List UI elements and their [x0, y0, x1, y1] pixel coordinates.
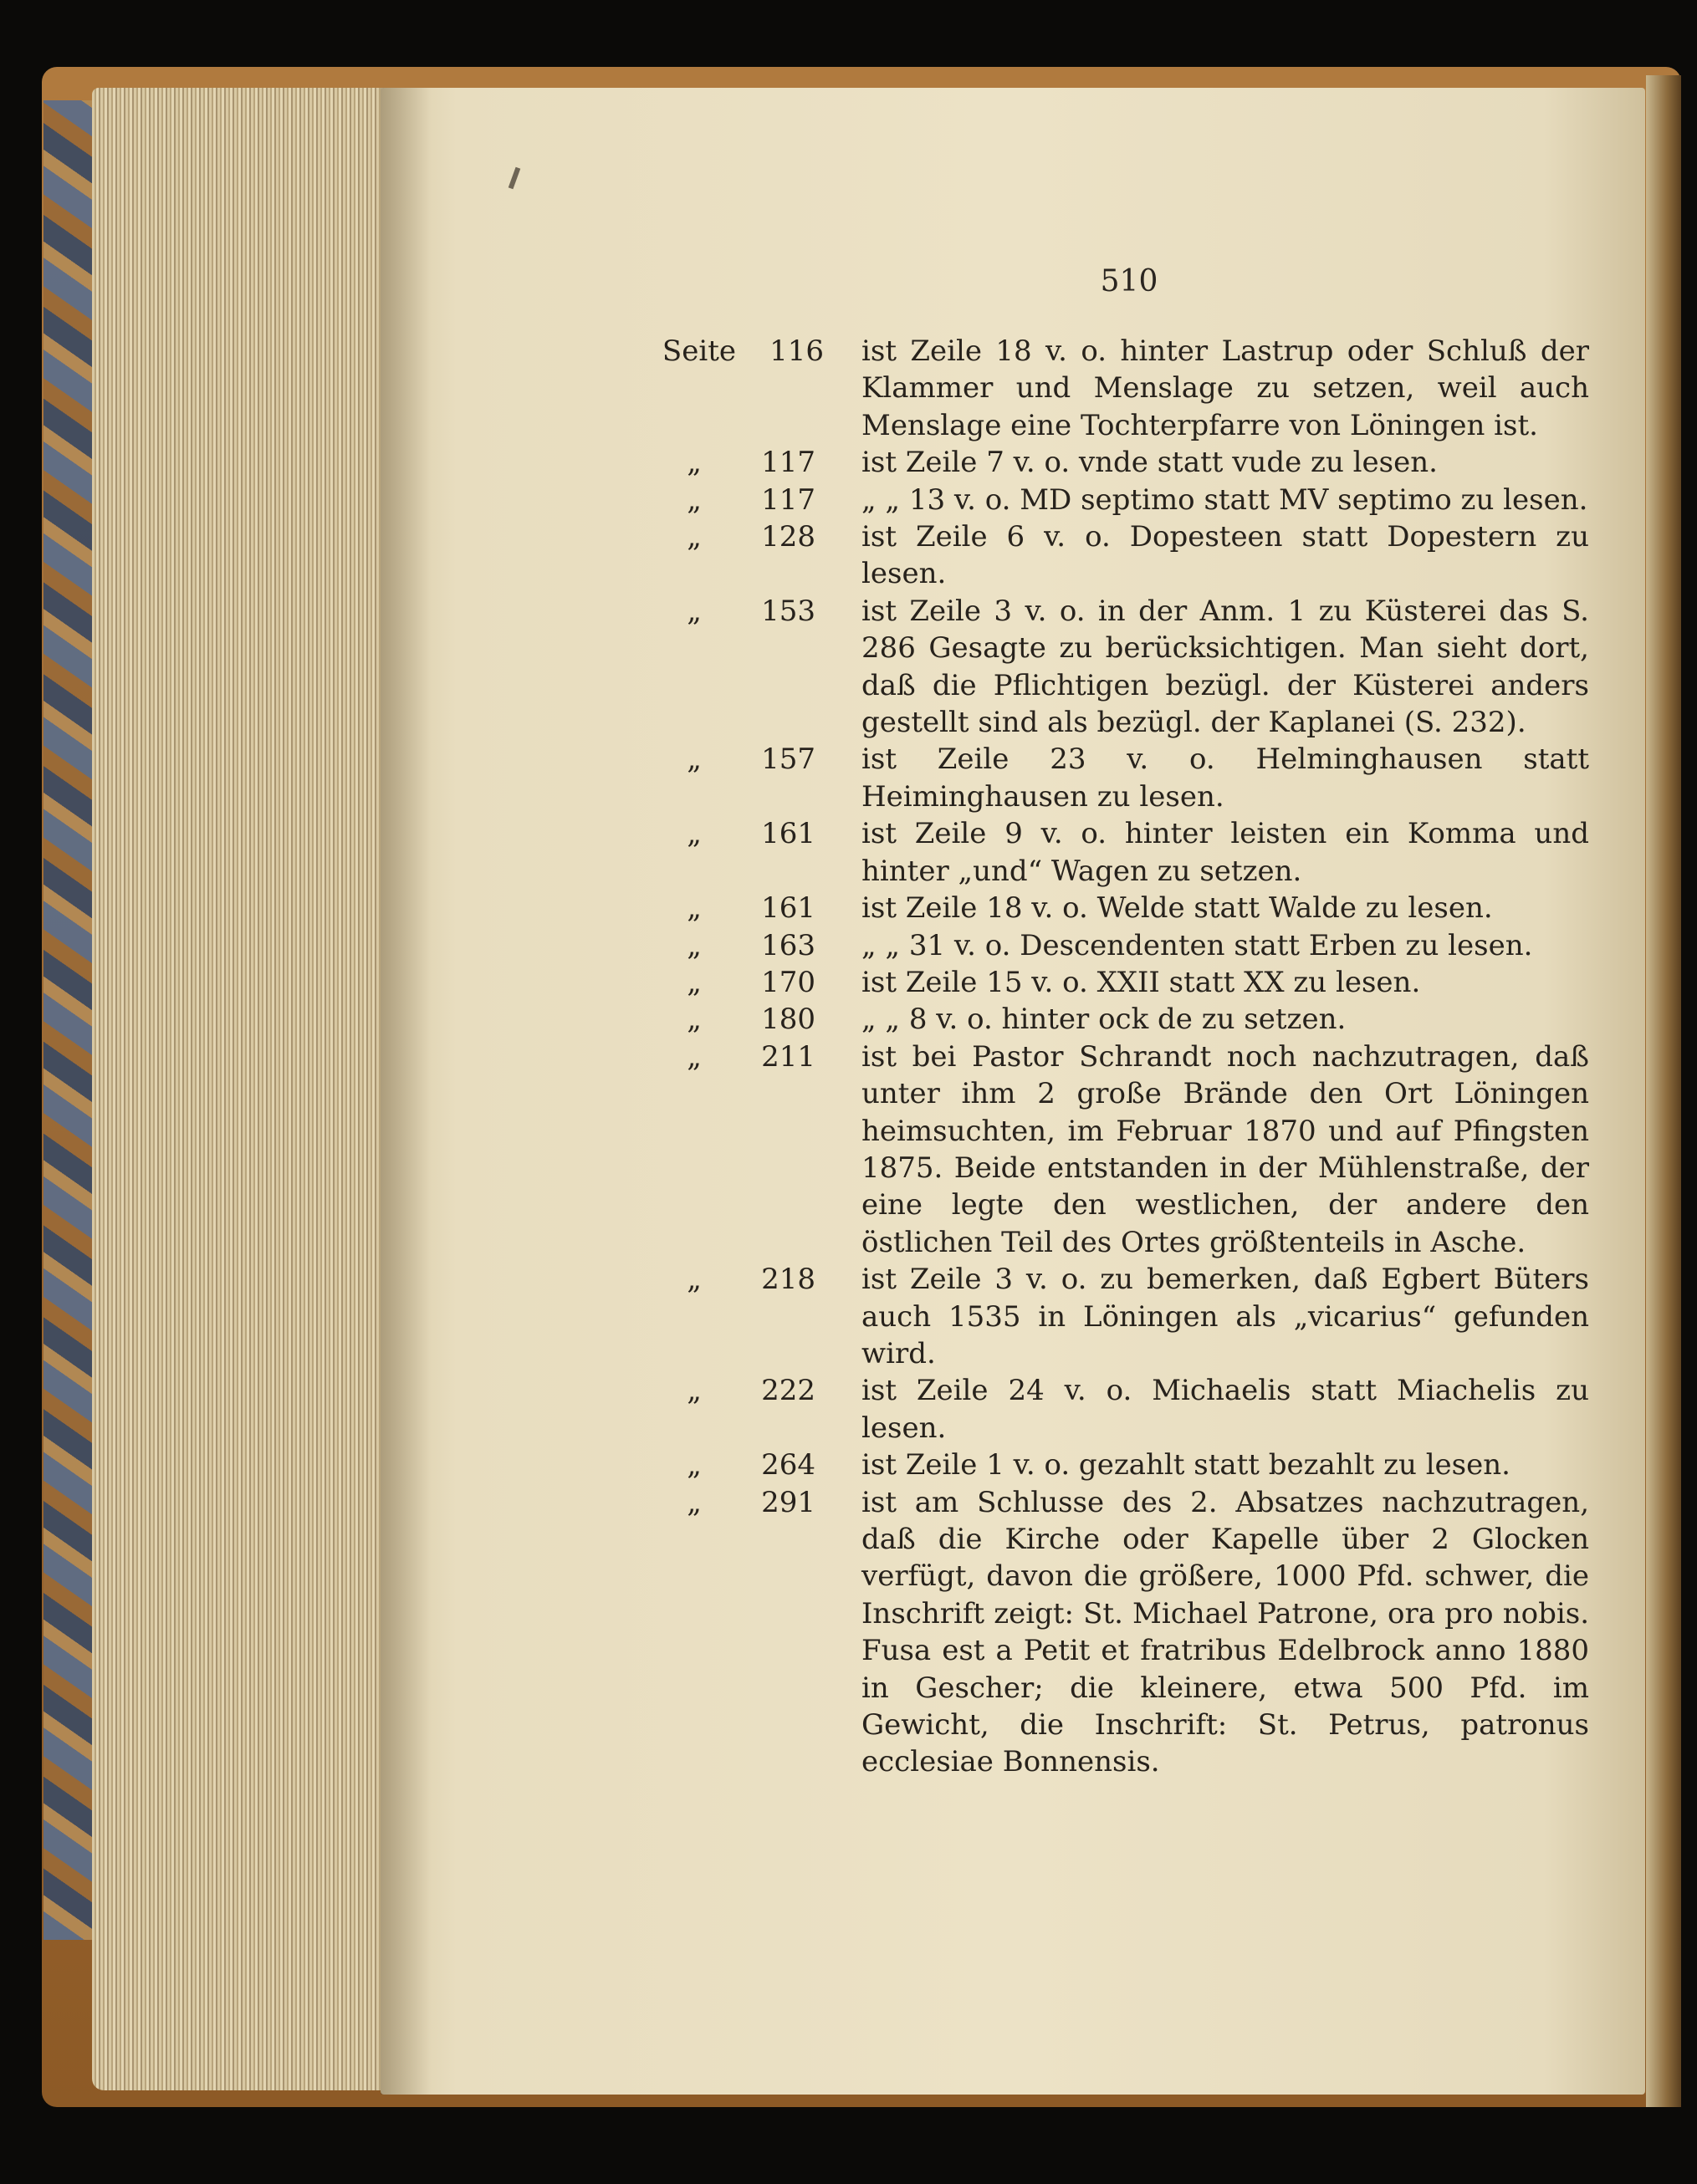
entry-label: „ [687, 1374, 702, 1408]
entry-label: „ [687, 742, 702, 777]
entry-page: 222 [761, 1374, 815, 1408]
entry-page: 291 [761, 1485, 815, 1519]
errata-entry [652, 1261, 1589, 1372]
entry-page: 128 [761, 520, 815, 554]
entry-reference [652, 741, 845, 815]
entry-reference [652, 1484, 845, 1781]
errata-entry [652, 815, 1589, 890]
entry-page: 161 [761, 817, 815, 851]
entry-label: „ [687, 1485, 702, 1519]
entry-reference [652, 1447, 845, 1483]
entry-label: „ [687, 1448, 702, 1482]
entry-text: „ „ 13 v. o. MD septimo statt MV septimo zu lesen. [861, 482, 1588, 517]
entry-reference [652, 518, 845, 593]
entry-text: ist Zeile 7 v. o. vnde statt vude zu lesen. [861, 446, 1438, 480]
entry-label: „ [687, 594, 702, 628]
entry-text: ist Zeile 3 v. o. in der Anm. 1 zu Küsterei das S. 286 Gesagte zu berücksichtigen. Man sieht dort, daß die Pflichtigen bezügl. der Küsterei anders gestellt sind als bezügl. der Kaplanei (S. 232). [861, 594, 1589, 740]
errata-entry [652, 890, 1589, 926]
errata-list [652, 333, 1589, 1781]
entry-page: 157 [761, 742, 815, 777]
errata-entry [652, 593, 1589, 742]
entry-reference [652, 1038, 845, 1261]
entry-page: 211 [761, 1039, 815, 1074]
entry-label: „ [687, 1003, 702, 1037]
entry-reference [652, 444, 845, 481]
entry-page: 170 [761, 965, 815, 999]
entry-page: 117 [761, 482, 815, 517]
entry-reference [652, 1261, 845, 1372]
book-gutter [1646, 75, 1681, 2107]
entry-text: ist Zeile 3 v. o. zu bemerken, daß Egbert Büters auch 1535 in Löningen als „vicarius“ gefunden wird. [861, 1263, 1589, 1370]
errata-entry [652, 1372, 1589, 1447]
entry-text: ist am Schlusse des 2. Absatzes nachzutragen, daß die Kirche oder Kapelle über 2 Glocken verfügt, davon die größere, 1000 Pfd. schwer, die Inschrift zeigt: St. Michael Patrone, ora pro nobis. Fusa est a Petit et fratribus Edelbrock anno 1880 in Gescher; die kleinere, etwa 500 Pfd. im Gewicht, die Inschrift: St. Petrus, patronus ecclesiae Bonnensis. [861, 1485, 1589, 1779]
entry-label: „ [687, 1039, 702, 1074]
errata-entry [652, 333, 1589, 444]
entry-label: „ [687, 520, 702, 554]
entry-label: Seite [662, 334, 736, 368]
entry-page: 163 [761, 928, 815, 962]
errata-entry [652, 482, 1589, 518]
entry-label: „ [687, 965, 702, 999]
entry-page: 218 [761, 1263, 815, 1297]
errata-entry [652, 1484, 1589, 1781]
entry-page: 161 [761, 891, 815, 926]
entry-reference [652, 815, 845, 890]
errata-entry [652, 741, 1589, 815]
errata-entry [652, 1001, 1589, 1038]
page-number: 510 [1100, 264, 1158, 299]
entry-text: ist Zeile 1 v. o. gezahlt statt bezahlt zu lesen. [861, 1448, 1510, 1482]
entry-reference [652, 1372, 845, 1447]
errata-entry [652, 518, 1589, 593]
entry-label: „ [687, 482, 702, 517]
entry-text: „ „ 8 v. o. hinter ock de zu setzen. [861, 1003, 1347, 1037]
entry-text: ist bei Pastor Schrandt noch nachzutragen, daß unter ihm 2 große Brände den Ort Löningen heimsuchten, im Februar 1870 und auf Pfingsten 1875. Beide entstanden in der Mühlenstraße, der eine legte den westlichen, der andere den östlichen Teil des Ortes größtenteils in Asche. [861, 1039, 1589, 1259]
entry-text: ist Zeile 6 v. o. Dopesteen statt Dopestern zu lesen. [861, 520, 1589, 591]
entry-reference [652, 927, 845, 964]
entry-text: ist Zeile 18 v. o. Welde statt Walde zu lesen. [861, 891, 1493, 926]
page-edges [92, 88, 393, 2090]
page-shadow [381, 88, 431, 2095]
entry-page: 153 [761, 594, 815, 628]
entry-label: „ [687, 891, 702, 926]
entry-reference [652, 964, 845, 1001]
entry-reference [652, 333, 845, 444]
entry-text: ist Zeile 15 v. o. XXII statt XX zu lesen. [861, 965, 1421, 999]
entry-page: 117 [761, 446, 815, 480]
errata-entry [652, 964, 1589, 1001]
errata-entry [652, 444, 1589, 481]
entry-label: „ [687, 928, 702, 962]
entry-reference [652, 593, 845, 742]
entry-label: „ [687, 817, 702, 851]
entry-reference [652, 890, 845, 926]
entry-page: 264 [761, 1448, 815, 1482]
entry-page: 180 [761, 1003, 815, 1037]
entry-text: ist Zeile 18 v. o. hinter Lastrup oder Schluß der Klammer und Menslage zu setzen, weil auch Menslage eine Tochterpfarre von Löningen ist. [861, 334, 1589, 442]
entry-label: „ [687, 1263, 702, 1297]
entry-page: 116 [769, 334, 824, 368]
entry-text: ist Zeile 23 v. o. Helminghausen statt Heiminghausen zu lesen. [861, 742, 1589, 814]
entry-label: „ [687, 446, 702, 480]
errata-entry [652, 927, 1589, 964]
entry-text: „ „ 31 v. o. Descendenten statt Erben zu lesen. [861, 928, 1533, 962]
errata-entry [652, 1447, 1589, 1483]
entry-text: ist Zeile 9 v. o. hinter leisten ein Komma und hinter „und“ Wagen zu setzen. [861, 817, 1589, 888]
entry-text: ist Zeile 24 v. o. Michaelis statt Miachelis zu lesen. [861, 1374, 1589, 1445]
entry-reference [652, 1001, 845, 1038]
errata-entry [652, 1038, 1589, 1261]
entry-reference [652, 482, 845, 518]
